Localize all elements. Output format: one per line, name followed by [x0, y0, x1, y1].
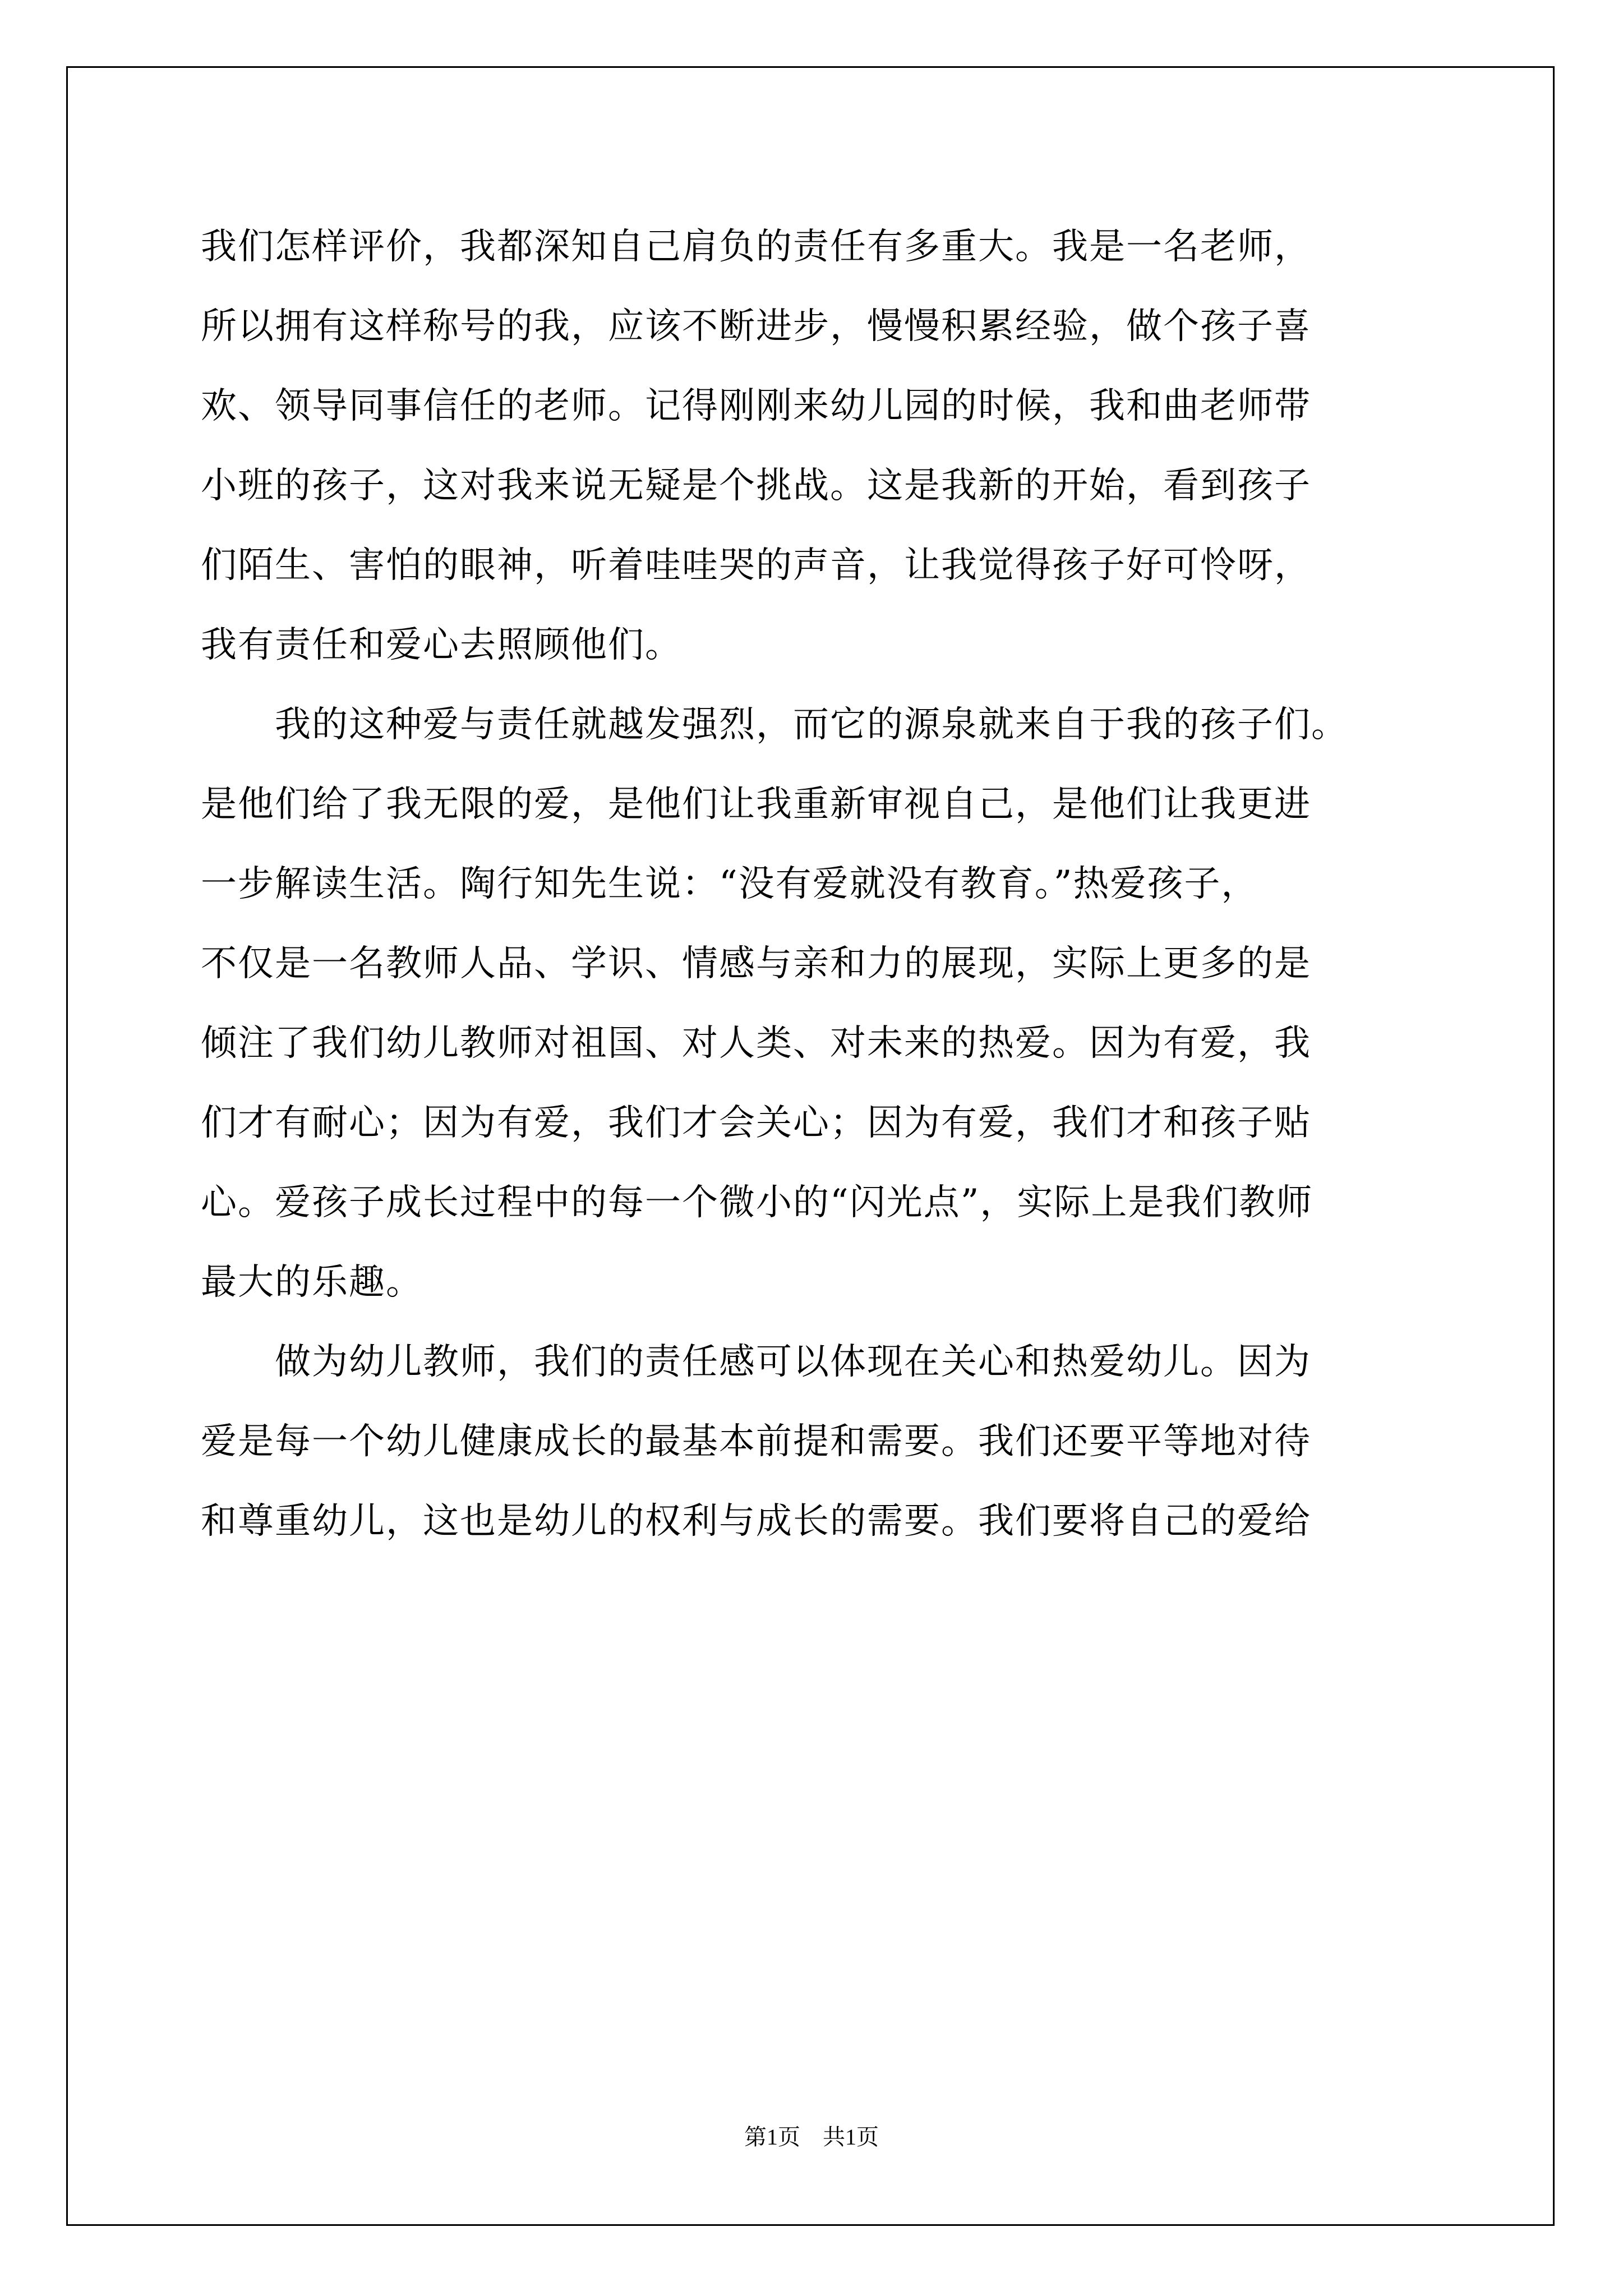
text-line: 倾注了我们幼儿教师对祖国、对人类、对未来的热爱。因为有爱，我	[201, 1023, 1311, 1064]
text-line: 心。爱孩子成长过程中的每一个微小的“闪光点”，实际上是我们教师	[201, 1182, 1313, 1223]
text-line: 是他们给了我无限的爱，是他们让我重新审视自己，是他们让我更进	[201, 784, 1311, 825]
text-line: 欢、领导同事信任的老师。记得刚刚来幼儿园的时候，我和曲老师带	[201, 385, 1311, 427]
text-line: 们陌生、害怕的眼神，听着哇哇哭的声音，让我觉得孩子好可怜呀，	[201, 545, 1311, 586]
text-line: 我们怎样评价，我都深知自己肩负的责任有多重大。我是一名老师，	[201, 226, 1311, 268]
text-line: 最大的乐趣。	[201, 1262, 423, 1303]
text-line: 不仅是一名教师人品、学识、情感与亲和力的展现，实际上更多的是	[201, 943, 1311, 984]
text-line: 我的这种爱与责任就越发强烈，而它的源泉就来自于我的孩子们。	[201, 704, 1348, 746]
text-line: 做为幼儿教师，我们的责任感可以体现在关心和热爱幼儿。因为	[201, 1341, 1311, 1383]
text-line: 们才有耐心；因为有爱，我们才会关心；因为有爱，我们才和孩子贴	[201, 1102, 1311, 1144]
text-line: 所以拥有这样称号的我，应该不断进步，慢慢积累经验，做个孩子喜	[201, 306, 1311, 347]
text-line: 和尊重幼儿，这也是幼儿的权利与成长的需要。我们要将自己的爱给	[201, 1501, 1311, 1542]
text-line: 一步解读生活。陶行知先生说：“没有爱就没有教育。”热爱孩子，	[201, 863, 1258, 905]
page-number-footer: 第1页 共1页	[744, 2124, 879, 2150]
text-line: 小班的孩子，这对我来说无疑是个挑战。这是我新的开始，看到孩子	[201, 465, 1311, 507]
text-line: 爱是每一个幼儿健康成长的最基本前提和需要。我们还要平等地对待	[201, 1421, 1311, 1462]
text-line: 我有责任和爱心去照顾他们。	[201, 624, 682, 666]
